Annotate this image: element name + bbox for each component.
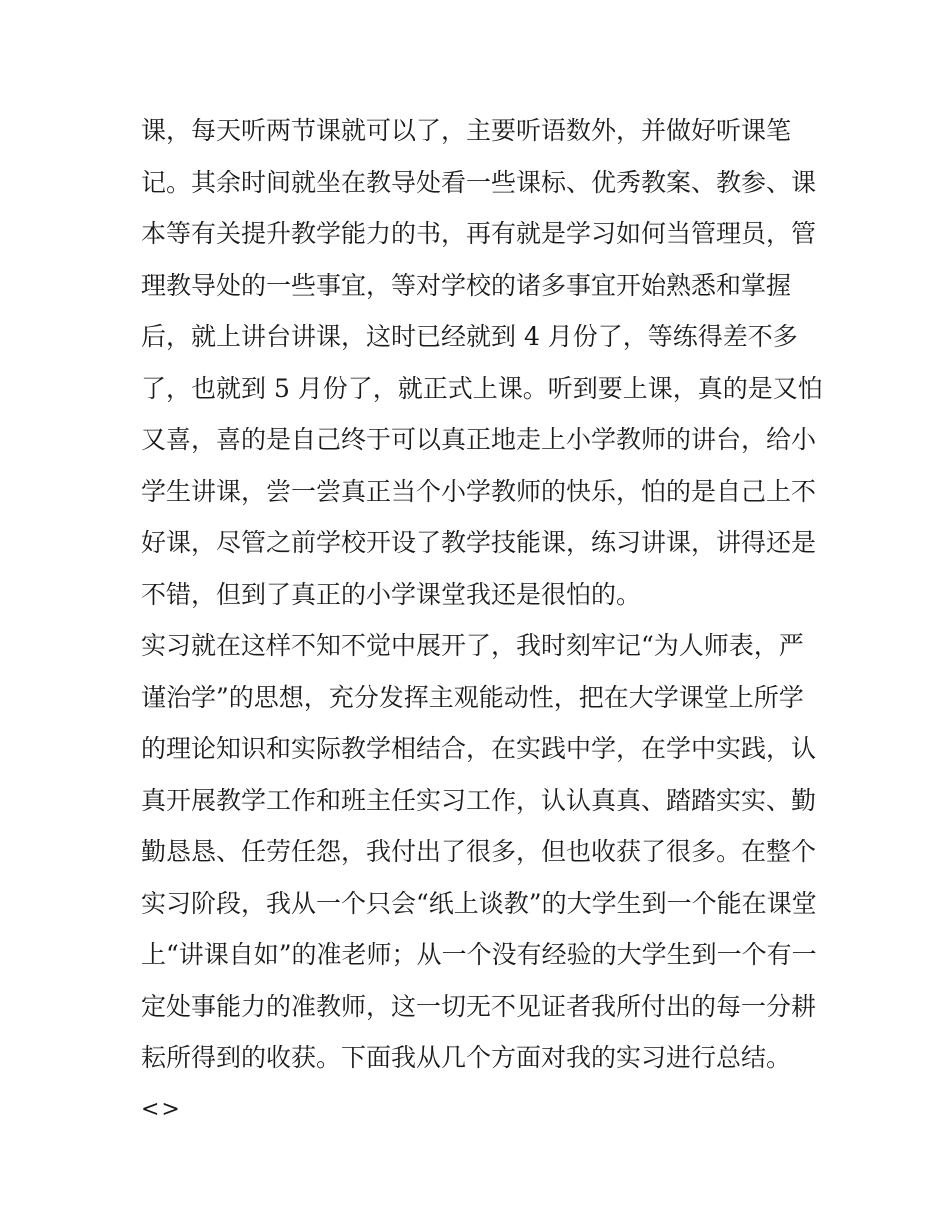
body-text xyxy=(141,105,821,1135)
text-line: 上“讲课自如”的准老师；从一个没有经验的大学生到一个有一 xyxy=(141,940,817,969)
text-line: 记。其余时间就坐在教导处看一些课标、优秀教案、教参、课 xyxy=(141,167,817,197)
paragraph-1 xyxy=(141,105,821,620)
paragraph-2 xyxy=(141,620,821,1084)
text-line: 又喜，喜的是自己终于可以真正地走上小学教师的讲台，给小 xyxy=(141,425,817,454)
text-line: 谨治学”的思想，充分发挥主观能动性，把在大学课堂上所学 xyxy=(141,682,804,712)
text-line: 实习就在这样不知不觉中展开了，我时刻牢记“为人师表，严 xyxy=(141,631,804,660)
text-line: 了，也就到 5 月份了，就正式上课。听到要上课，真的是又怕 xyxy=(141,373,823,403)
text-line: 后，就上讲台讲课，这时已经就到 4 月份了，等练得差不多 xyxy=(141,322,798,351)
text-line: 真开展教学工作和班主任实习工作，认认真真、踏踏实实、勤 xyxy=(141,785,817,815)
text-line: 的理论知识和实际教学相结合，在实践中学，在学中实践，认 xyxy=(141,734,817,763)
text-line: 好课，尽管之前学校开设了教学技能课，练习讲课，讲得还是 xyxy=(141,528,817,557)
text-line: 定处事能力的准教师，这一切无不见证者我所付出的每一分耕 xyxy=(141,991,817,1021)
text-line: 不错，但到了真正的小学课堂我还是很怕的。 xyxy=(141,579,642,609)
text-line: 理教导处的一些事宜，等对学校的诸多事宜开始熟悉和掌握 xyxy=(141,270,792,300)
text-line: 耘所得到的收获。下面我从几个方面对我的实习进行总结。 xyxy=(141,1043,792,1072)
text-line: 学生讲课，尝一尝真正当个小学教师的快乐，怕的是自己上不 xyxy=(141,476,817,506)
text-line: 课，每天听两节课就可以了，主要听语数外，并做好听课笔 xyxy=(141,116,792,145)
trailing-mark: <> xyxy=(141,1096,182,1122)
text-line: 实习阶段，我从一个只会“纸上谈教”的大学生到一个能在课堂 xyxy=(141,888,817,918)
text-line: 勤恳恳、任劳任怨，我付出了很多，但也收获了很多。在整个 xyxy=(141,837,817,866)
text-line: 本等有关提升教学能力的书，再有就是学习如何当管理员，管 xyxy=(141,219,817,248)
